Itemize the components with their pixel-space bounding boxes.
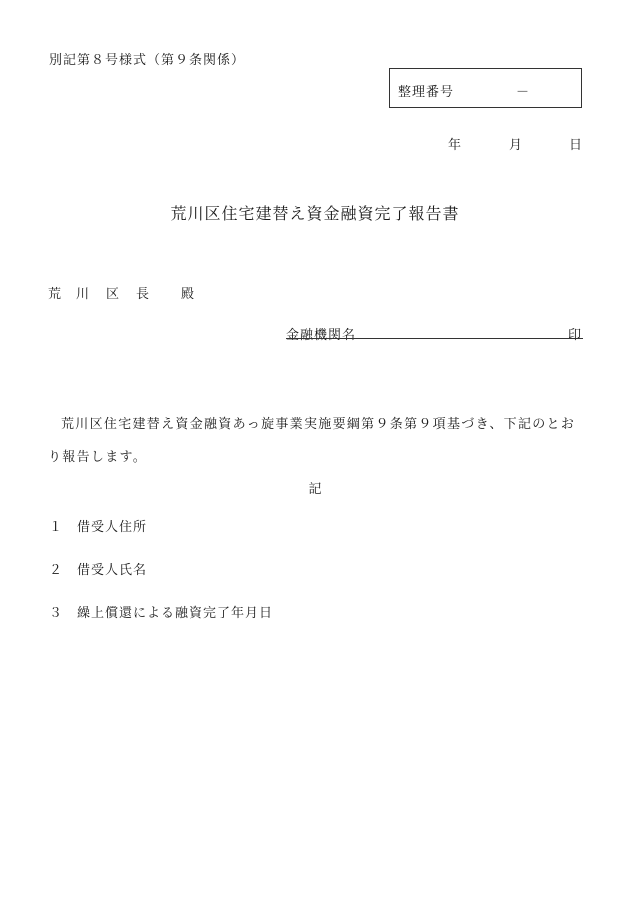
- document-title: 荒川区住宅建替え資金融資完了報告書: [170, 204, 460, 223]
- date-day: 日: [569, 138, 583, 153]
- seal-mark: 印: [568, 328, 582, 343]
- institution-name-underline: [286, 338, 583, 339]
- date-year: 年: [448, 138, 462, 153]
- addressee-char: 荒: [48, 287, 62, 302]
- addressee-honorific: 殿: [181, 287, 195, 302]
- form-label: 別記第８号様式（第９条関係）: [49, 53, 246, 68]
- reference-number-box: [389, 68, 582, 108]
- item-number: ３: [49, 606, 63, 621]
- reference-number-label: 整理番号: [398, 85, 455, 100]
- item-borrower-address: 借受人住所: [77, 520, 148, 535]
- item-completion-date: 繰上償還による融資完了年月日: [77, 606, 274, 621]
- ki-heading: 記: [308, 482, 322, 497]
- addressee-char: 川: [76, 287, 90, 302]
- item-number: １: [49, 520, 63, 535]
- institution-name-label: 金融機関名: [286, 328, 357, 343]
- item-borrower-name: 借受人氏名: [77, 563, 148, 578]
- date-month: 月: [509, 138, 523, 153]
- reference-number-dash: －: [516, 85, 530, 100]
- report-body-text: 荒川区住宅建替え資金融資あっ旋事業実施要綱第９条第９項基づき、下記のとおり報告します。: [48, 417, 576, 465]
- addressee-char: 区: [106, 287, 120, 302]
- item-number: ２: [49, 563, 63, 578]
- addressee-char: 長: [136, 287, 150, 302]
